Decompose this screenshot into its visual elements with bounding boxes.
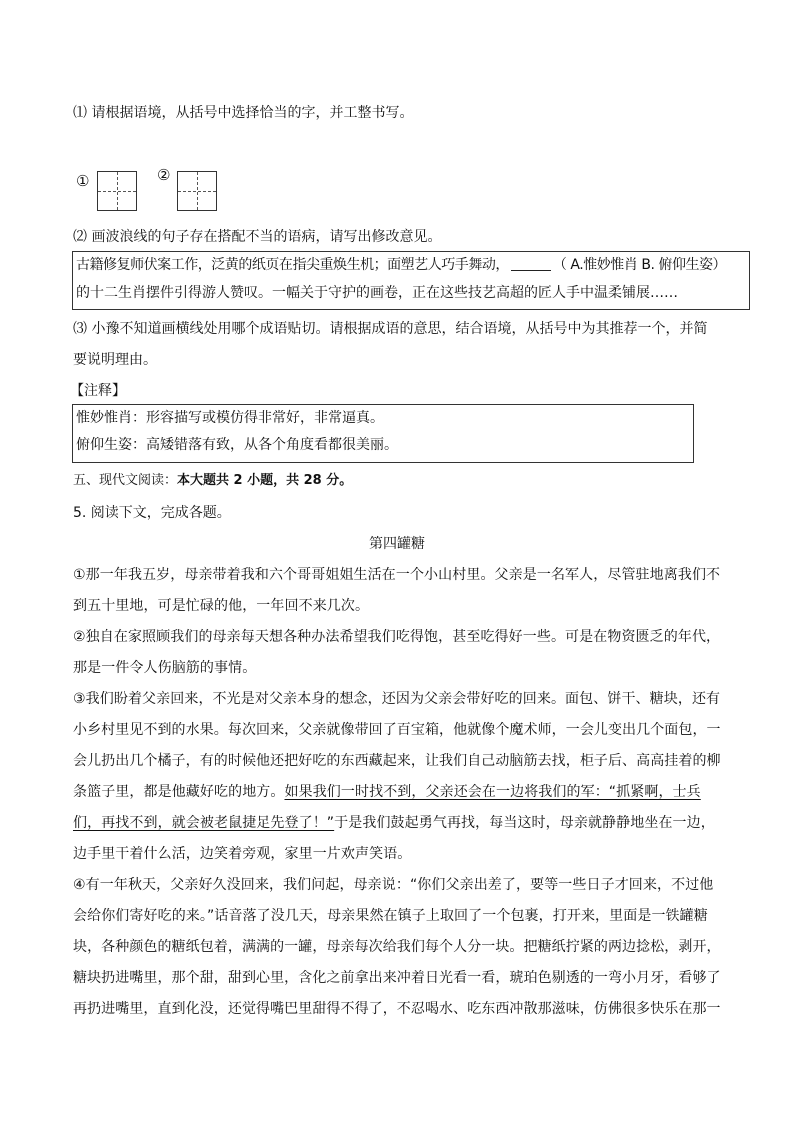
passage-line-2: 的十二生肖摆件引得游人赞叹。一幅关于守护的画卷，正在这些技艺高超的匠人手中温柔铺展…… — [76, 285, 678, 301]
question-3-line-2: 要说明理由。 — [73, 352, 157, 368]
notes-heading: 【注释】 — [70, 383, 126, 399]
paragraph-3-line-4-text: 条篮子里，都是他藏好吃的地方。 — [73, 784, 285, 800]
question-2: ⑵ 画波浪线的句子存在搭配不当的语病，请写出修改意见。 — [73, 229, 442, 245]
paragraph-3-line-2: 小乡村里见不到的水果。每次回来，父亲就像带回了百宝箱，他就像个魔术师，一会儿变出几个面包，一 — [73, 722, 721, 738]
fill-blank[interactable] — [511, 256, 551, 271]
paragraph-2-line-1: ②独自在家照顾我们的母亲每天想各种办法希望我们吃得饱，甚至吃得好一些。可是在物资匮乏的年代， — [73, 629, 721, 645]
paragraph-4-line-2: 会给你们寄好吃的来。”话音落了没几天，母亲果然在镇子上取回了一个包裹，打开来，里面是一铁罐糖 — [73, 908, 708, 924]
section-heading-label: 五、现代文阅读： — [73, 473, 178, 488]
passage-line-1 — [76, 255, 726, 275]
answer-box-2[interactable] — [177, 171, 217, 211]
reading-instruction: 5. 阅读下文，完成各题。 — [73, 505, 231, 521]
paragraph-4-line-5: 再扔进嘴里，直到化没，还觉得嘴巴里甜得不得了，不忍喝水、吃东西冲散那滋味，仿佛很多快乐在那一 — [73, 1001, 721, 1017]
section-heading-info: 本大题共 2 小题，共 28 分。 — [177, 473, 353, 488]
answer-box-1[interactable] — [97, 171, 137, 211]
question-1: ⑴ 请根据语境，从括号中选择恰当的字，并工整书写。 — [73, 105, 414, 121]
paragraph-3-line-5-text: 于是我们鼓起勇气再找，每当这时，母亲就静静地坐在一边， — [334, 815, 715, 831]
article-title: 第四罐糖 — [369, 536, 425, 552]
note-item-2: 俯仰生姿：高矮错落有致，从各个角度看都很美丽。 — [76, 437, 398, 453]
paragraph-4-line-4: 糖块扔进嘴里，那个甜，甜到心里，含化之前拿出来冲着日光看一看，琥珀色剔透的一弯小月牙，看够了 — [73, 970, 721, 986]
paragraph-4-line-3: 块，各种颜色的糖纸包着，满满的一罐，母亲每次给我们每个人分一块。把糖纸拧紧的两边捻松，剥开， — [73, 939, 721, 955]
paragraph-4-line-1: ④有一年秋天，父亲好久没回来，我们问起，母亲说：“你们父亲出差了，要等一些日子才回来，不过他 — [73, 877, 714, 893]
underlined-sentence-part-2: 们，再找不到，就会被老鼠捷足先登了！” — [73, 815, 335, 831]
paragraph-1-line-2: 到五十里地，可是忙碌的他，一年回不来几次。 — [73, 598, 370, 614]
section-heading — [73, 471, 352, 491]
answer-box-1-number: ① — [76, 172, 90, 190]
paragraph-3-line-1: ③我们盼着父亲回来，不光是对父亲本身的想念，还因为父亲会带好吃的回来。面包、饼干、糖块，还有 — [73, 691, 721, 707]
underlined-sentence-part-1: 如果我们一时找不到，父亲还会在一边将我们的军：“抓紧啊，士兵 — [284, 784, 701, 800]
paragraph-1-line-1: ①那一年我五岁，母亲带着我和六个哥哥姐姐生活在一个小山村里。父亲是一名军人，尽管驻地离我们不 — [73, 567, 721, 583]
passage-line-1-text: 古籍修复师伏案工作，泛黄的纸页在指尖重焕生机；面塑艺人巧手舞动， — [76, 257, 509, 273]
note-item-1: 惟妙惟肖：形容描写或模仿得非常好，非常逼真。 — [76, 410, 384, 426]
paragraph-2-line-2: 那是一件令人伤脑筋的事情。 — [73, 660, 257, 676]
answer-box-2-number: ② — [157, 166, 171, 184]
question-3-line-1: ⑶ 小豫不知道画横线处用哪个成语贴切。请根据成语的意思，结合语境，从括号中为其推荐一个，并简 — [73, 321, 708, 337]
paragraph-3-line-6: 边手里干着什么活，边笑着旁观，家里一片欢声笑语。 — [73, 846, 412, 862]
passage-options: （ A.惟妙惟肖 B. 俯仰生姿） — [552, 257, 727, 273]
paragraph-3-line-4 — [73, 782, 701, 802]
paragraph-3-line-5 — [73, 813, 715, 833]
paragraph-3-line-3: 会儿扔出几个橘子，有的时候他还把好吃的东西藏起来，让我们自己动脑筋去找，柜子后、高高挂着的柳 — [73, 753, 721, 769]
